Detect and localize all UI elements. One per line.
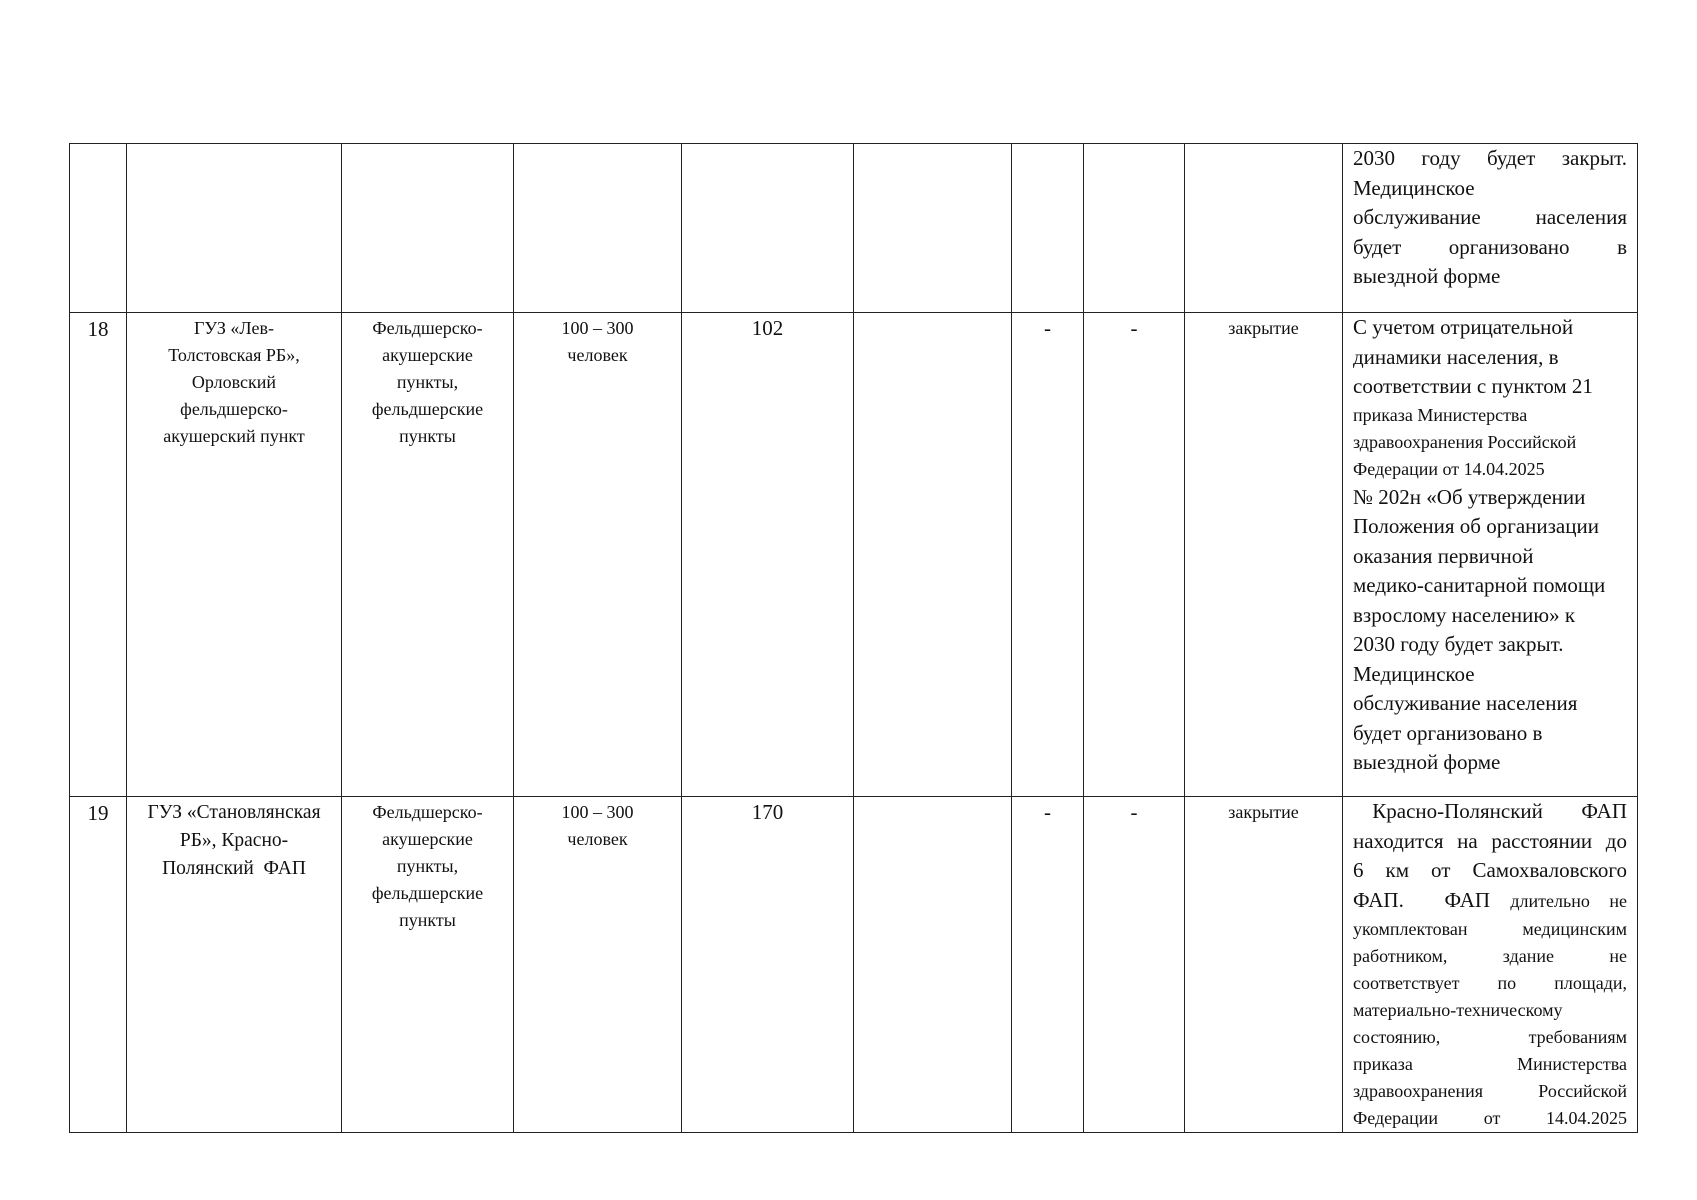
institution-line: ГУЗ «Лев- xyxy=(194,318,274,338)
cell-population xyxy=(514,797,682,1133)
note-line: соответствует по площади, xyxy=(1353,973,1627,993)
institution-line: Полянский ФАП xyxy=(162,858,306,879)
note-line: здравоохранения Российской xyxy=(1353,431,1577,452)
cell-col6 xyxy=(854,313,1012,797)
note-line xyxy=(1353,886,1627,917)
cell-institution xyxy=(127,797,342,1133)
cell-col8 xyxy=(1084,144,1185,313)
type-line: акушерские xyxy=(382,345,473,365)
note-line: выездной форме xyxy=(1353,264,1501,288)
cell-type xyxy=(342,144,514,313)
cell-value xyxy=(682,144,854,313)
type-line: фельдшерские xyxy=(371,883,484,903)
cell-note xyxy=(1343,797,1638,1133)
cell-action: закрытие xyxy=(1185,313,1343,797)
institution-line: Орловский xyxy=(191,372,277,392)
cell-col7: - xyxy=(1012,797,1084,1133)
cell-note xyxy=(1343,144,1638,313)
population-line: 100 – 300 xyxy=(561,802,634,822)
cell-num xyxy=(70,144,127,313)
type-line: пункты xyxy=(399,910,456,930)
note-line: № 202н «Об утверждении xyxy=(1353,484,1586,509)
cell-col8: - xyxy=(1084,797,1185,1133)
note-line: 2030 году будет закрыт. xyxy=(1353,146,1627,170)
cell-col7: - xyxy=(1012,313,1084,797)
note-line: будет организовано в xyxy=(1353,234,1627,259)
note-line: динамики населения, в xyxy=(1353,344,1559,369)
note-line: здравоохранения Российской xyxy=(1353,1081,1627,1101)
note-line: будет организовано в xyxy=(1353,720,1543,745)
type-line: Фельдшерско- xyxy=(372,802,483,822)
note-line: Красно-Полянский ФАП xyxy=(1353,799,1627,823)
table-row xyxy=(70,144,1638,313)
cell-value: 170 xyxy=(682,797,854,1133)
cell-value: 102 xyxy=(682,313,854,797)
institution-line: фельдшерско- xyxy=(180,399,288,419)
note-line: обслуживание населения xyxy=(1353,691,1578,715)
note-segment: длительно не xyxy=(1510,890,1628,911)
type-line: Фельдшерско- xyxy=(372,318,483,338)
note-line: приказа Министерства xyxy=(1353,1054,1627,1074)
note-line: Федерации от 14.04.2025 xyxy=(1353,458,1545,479)
population-line: 100 – 300 xyxy=(561,318,634,338)
institution-line: Толстовская РБ», xyxy=(168,345,300,365)
note-line: 2030 году будет закрыт. xyxy=(1353,632,1564,656)
note-line: Федерации от 14.04.2025 xyxy=(1353,1108,1627,1128)
note-line: материально-техническому xyxy=(1353,1000,1563,1020)
note-segment: ФАП. ФАП xyxy=(1353,887,1491,912)
note-line: приказа Министерства xyxy=(1353,404,1528,425)
type-line: пункты, xyxy=(396,372,459,392)
cell-institution xyxy=(127,144,342,313)
note-line: Медицинское xyxy=(1353,661,1475,686)
note-line: обслуживание населения xyxy=(1353,205,1627,229)
note-line: медико-санитарной помощи xyxy=(1353,573,1606,597)
note-line: Положения об организации xyxy=(1353,514,1599,538)
institution-line: акушерский пункт xyxy=(163,426,305,446)
cell-action xyxy=(1185,144,1343,313)
cell-type xyxy=(342,313,514,797)
cell-num: 19 xyxy=(70,797,127,1133)
cell-institution xyxy=(127,313,342,797)
note-line: соответствии с пунктом 21 xyxy=(1353,374,1593,398)
institution-line: РБ», Красно- xyxy=(179,830,289,851)
note-line: состоянию, требованиям xyxy=(1353,1027,1627,1047)
note-line: взрослому населению» к xyxy=(1353,602,1576,627)
institution-line: ГУЗ «Становлянская xyxy=(147,802,321,823)
cell-type xyxy=(342,797,514,1133)
facilities-table xyxy=(69,143,1638,1133)
cell-population xyxy=(514,144,682,313)
note-line: выездной форме xyxy=(1353,750,1501,774)
cell-col7 xyxy=(1012,144,1084,313)
cell-action: закрытие xyxy=(1185,797,1343,1133)
note-line: находится на расстоянии до xyxy=(1353,828,1627,853)
cell-col6 xyxy=(854,144,1012,313)
cell-note xyxy=(1343,313,1638,797)
cell-col8: - xyxy=(1084,313,1185,797)
type-line: пункты xyxy=(399,426,456,446)
cell-num: 18 xyxy=(70,313,127,797)
table-row xyxy=(70,797,1638,1133)
population-line: человек xyxy=(567,829,628,849)
note-line: работником, здание не xyxy=(1353,946,1627,966)
type-line: акушерские xyxy=(382,829,473,849)
note-line: укомплектован медицинским xyxy=(1353,919,1627,939)
population-line: человек xyxy=(567,345,628,365)
type-line: фельдшерские xyxy=(371,399,484,419)
cell-col6 xyxy=(854,797,1012,1133)
note-line: Медицинское xyxy=(1353,175,1475,200)
table-row xyxy=(70,313,1638,797)
note-line: 6 км от Самохваловского xyxy=(1353,858,1627,882)
note-line: оказания первичной xyxy=(1353,543,1534,568)
cell-population xyxy=(514,313,682,797)
type-line: пункты, xyxy=(396,856,459,876)
note-line: С учетом отрицательной xyxy=(1353,315,1574,339)
